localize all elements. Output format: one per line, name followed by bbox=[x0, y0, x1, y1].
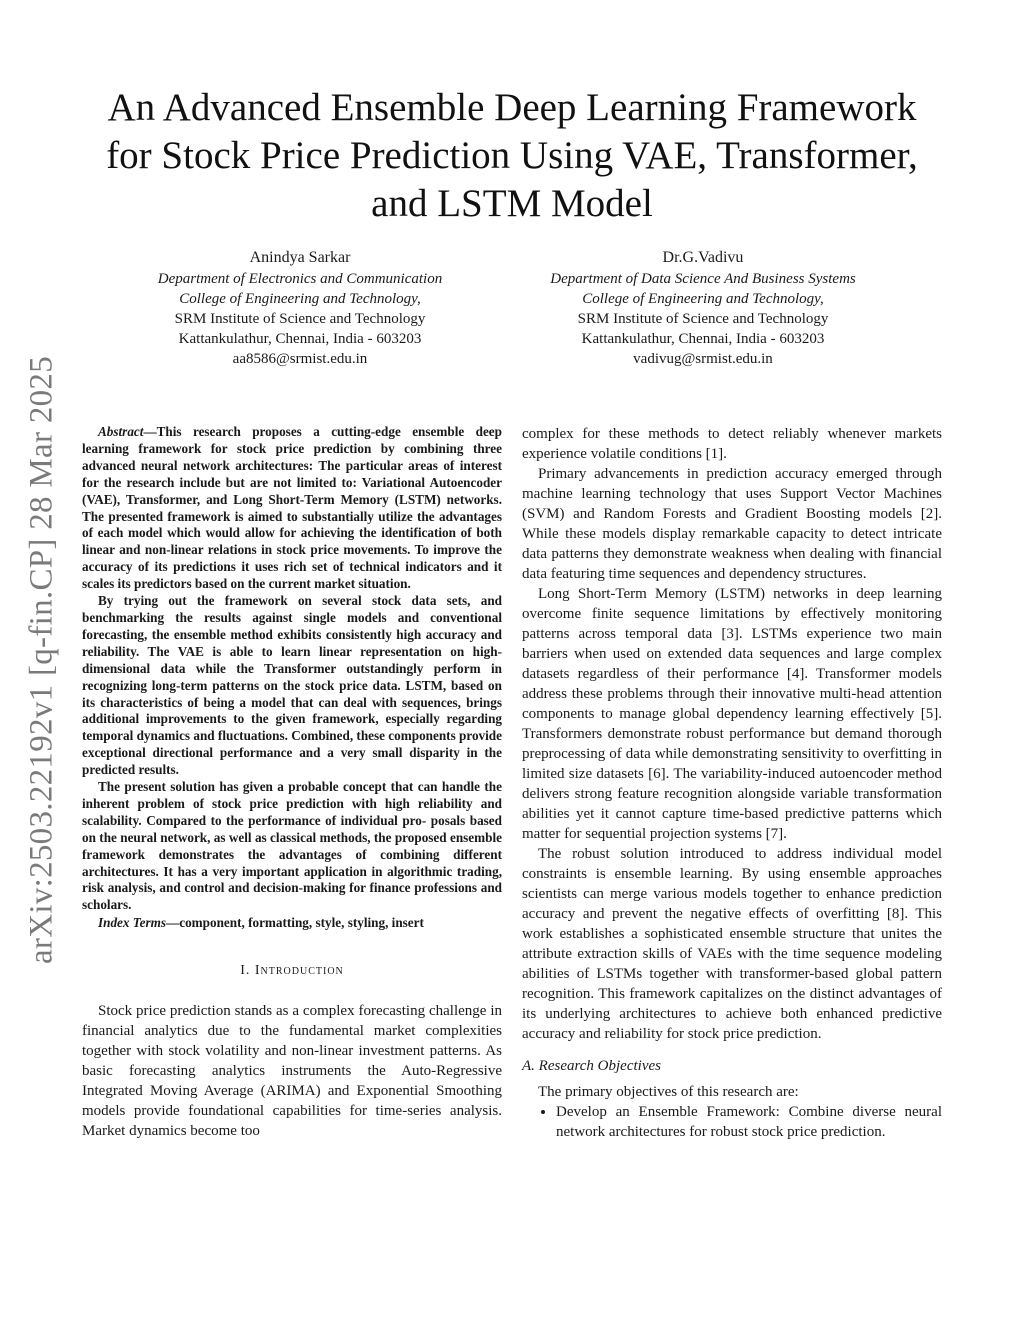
abstract-text: —This research proposes a cutting-edge ensemble deep learning framework for stock price prediction by combining three advanced neural network architectures: The particular areas of interest for the research include but are not limited to: Variational Autoencoder (VAE), Transformer, and Long Short-Term Memory (LSTM) networks. The presented framework is aimed to substantially utilize the advantages of each model which would allow for achieving the identification of both linear and non-linear relations in stock price movements. To improve the accuracy of its predictions it uses rich set of technical indicators and it scales its predictors based on the current market situation. bbox=[82, 424, 502, 592]
body-paragraph: Stock price prediction stands as a complex forecasting challenge in financial analytics due to the fundamental market complexities together with stock volatility and non-linear investment patterns. As basic forecasting analytics instruments the Auto-Regressive Integrated Moving Average (ARIMA) and Exponential Smoothing models provide foundational capabilities for time-series analysis. Market dynamics become too bbox=[82, 1003, 502, 1140]
body-paragraph: Primary advancements in prediction accuracy emerged through machine learning technology that uses Support Vector Machines (SVM) and Random Forests and Gradient Boosting models [2]. While these models display remarkable capacity to detect intricate data patterns they demonstrate weakness when dealing with financial data featuring time sequences and dependency structures. bbox=[522, 466, 942, 582]
author-address: Kattankulathur, Chennai, India - 603203 bbox=[178, 331, 422, 347]
title-line: for Stock Price Prediction Using VAE, Transformer, bbox=[106, 134, 918, 177]
author-block-2 bbox=[510, 248, 896, 369]
arxiv-identifier: arXiv:2503.22192v1 [q-fin.CP] 28 Mar 2025 bbox=[23, 355, 60, 965]
author-institute: SRM Institute of Science and Technology bbox=[577, 311, 829, 327]
body-paragraph: Long Short-Term Memory (LSTM) networks in deep learning overcome finite sequence limitations by effectively monitoring patterns across temporal data [3]. LSTMs experience two main barriers when used on extended data sequences and large complex datasets regardless of their performance [4]. Transformer models address these problems through their innovative multi-head attention components to manage global dependency learning effectively [5]. Transformers demonstrate robust performance but demand thorough preprocessing of data while demonstrating sensitivity to overfitting in limited size datasets [6]. The variability-induced autoencoder method delivers strong feature recognition alongside variable transformation abilities yet it cannot capture time-based predictive patterns which matter for sequential projection systems [7]. bbox=[522, 586, 942, 842]
title-line: An Advanced Ensemble Deep Learning Framework bbox=[107, 86, 917, 129]
index-terms bbox=[82, 914, 502, 931]
left-column bbox=[82, 424, 502, 1141]
body-paragraph: complex for these methods to detect reliably whenever markets experience volatile conditions [1]. bbox=[522, 426, 942, 462]
objectives-list bbox=[522, 1102, 942, 1142]
author-address: Kattankulathur, Chennai, India - 603203 bbox=[581, 331, 825, 347]
author-name: Dr.G.Vadivu bbox=[662, 249, 744, 266]
section-number: I. bbox=[240, 963, 251, 979]
section-heading-introduction bbox=[82, 961, 502, 981]
right-column bbox=[522, 424, 942, 1142]
author-college: College of Engineering and Technology, bbox=[179, 291, 421, 307]
author-name: Anindya Sarkar bbox=[249, 249, 351, 266]
author-college: College of Engineering and Technology, bbox=[582, 291, 824, 307]
author-block-1 bbox=[110, 248, 490, 369]
index-terms-text: —component, formatting, style, styling, insert bbox=[166, 915, 424, 931]
index-terms-label: Index Terms bbox=[98, 915, 167, 931]
list-item: • Develop an Ensemble Framework: Combine diverse neural network architectures for robust stock price prediction. bbox=[556, 1102, 942, 1142]
abstract-paragraph bbox=[82, 424, 502, 593]
abstract-paragraph: By trying out the framework on several stock data sets, and benchmarking the results against single models and conventional forecasting, the ensemble method exhibits consistently high accuracy and reliability. The VAE is able to learn linear representation on high-dimensional data while the Transformer outstandingly perform in recognizing long-term patterns on the stock price data. LSTM, based on its characteristics of being a model that can deal with sequences, brings additional improvements to the given framework, especially regarding temporal dynamics and fluctuations. Combined, these components provide exceptional directional performance and a very small disparity in the predicted results. bbox=[82, 593, 502, 778]
body-paragraph: The primary objectives of this research are: bbox=[538, 1084, 799, 1100]
body-paragraph: The robust solution introduced to address individual model constraints is ensemble learning. By using ensemble approaches scientists can merge various models together to enhance prediction accuracy and prevent the negative effects of overfitting [8]. This work establishes a sophisticated ensemble structure that unites the attribute extraction skills of VAEs with the time sequence modeling abilities of LSTMs together with transformer-based global pattern recognition. This framework capitalizes on the distinct advantages of its underlying architectures to achieve both enhanced predictive accuracy and reliability for stock price prediction. bbox=[522, 846, 942, 1042]
title-line: and LSTM Model bbox=[371, 182, 653, 225]
paper-title bbox=[60, 84, 964, 228]
author-department: Department of Data Science And Business Systems bbox=[550, 271, 856, 287]
section-title: Introduction bbox=[254, 963, 344, 979]
subsection-heading-research-objectives: A. Research Objectives bbox=[522, 1058, 661, 1074]
abstract-label: Abstract bbox=[98, 424, 144, 439]
author-department: Department of Electronics and Communication bbox=[157, 271, 443, 287]
author-email: vadivug@srmist.edu.in bbox=[633, 351, 773, 367]
abstract-paragraph: The present solution has given a probable concept that can handle the inherent problem of stock price prediction with high reliability and scalability. Compared to the performance of individual pro- posals based on the neural network, as well as classical methods, the proposed ensemble framework demonstrates the advantages of combining different architectures. It has a very important application in algorithmic trading, risk analysis, and control and decision-making for finance professions and scholars. bbox=[82, 779, 502, 913]
author-institute: SRM Institute of Science and Technology bbox=[174, 311, 426, 327]
author-email: aa8586@srmist.edu.in bbox=[232, 351, 368, 367]
